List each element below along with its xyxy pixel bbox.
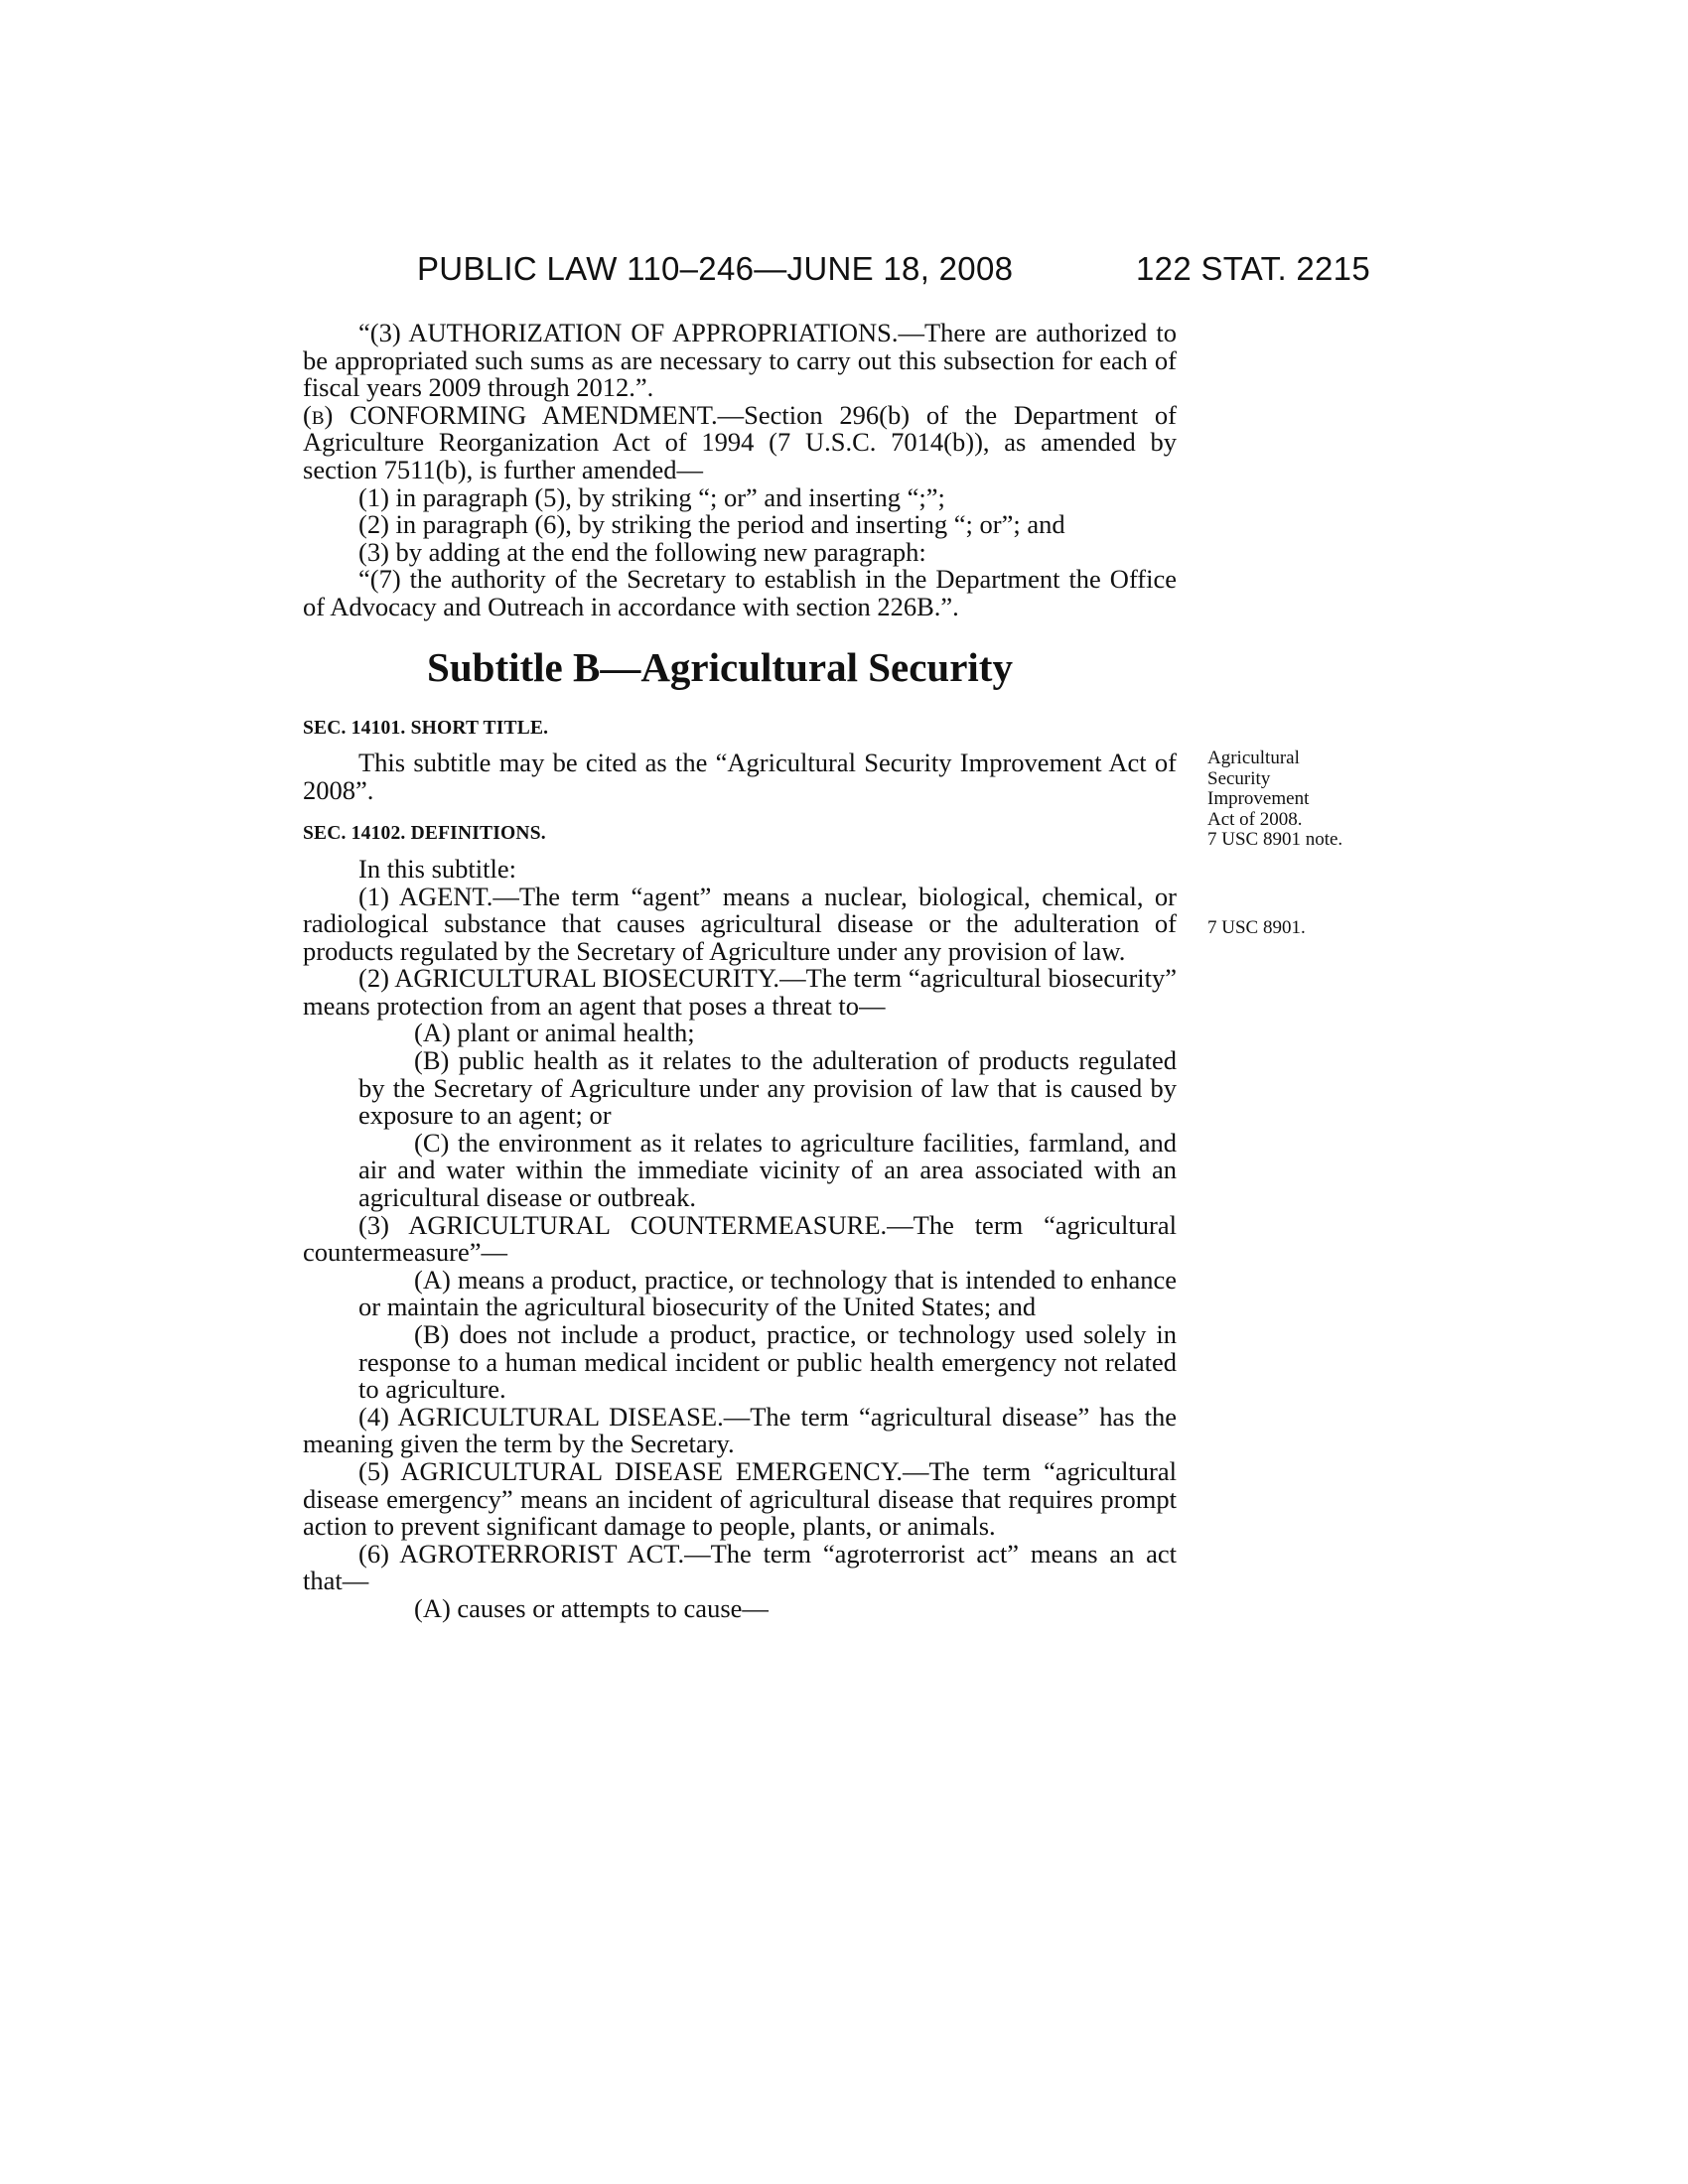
definition-agroterrorist-act-a: (A) causes or attempts to cause— xyxy=(414,1592,769,1623)
definition-countermeasure xyxy=(303,1209,1177,1268)
header-stat-page: 122 STAT. 2215 xyxy=(1136,250,1370,287)
definition-agroterrorist-act-label: (6) AGROTERRORIST ACT. xyxy=(358,1538,685,1569)
margin-note-line: Security xyxy=(1207,767,1271,789)
definition-disease-label: (4) AGRICULTURAL DISEASE. xyxy=(358,1401,724,1432)
definitions-intro: In this subtitle: xyxy=(358,853,516,884)
definition-agent-label: (1) AGENT. xyxy=(358,881,493,911)
definition-disease-emergency xyxy=(303,1455,1177,1542)
margin-note-definitions: 7 USC 8901. xyxy=(1207,917,1306,938)
margin-note-short-title xyxy=(1207,749,1426,851)
definition-countermeasure-b: (B) does not include a product, practice, or technology used solely in response to a human medical incident or public health emergency not related to agriculture. xyxy=(358,1319,1177,1405)
margin-note-line: Act of 2008. xyxy=(1207,808,1303,830)
amendment-item-3: (3) by adding at the end the following new paragraph: xyxy=(358,536,926,567)
definition-biosecurity-c: (C) the environment as it relates to agriculture facilities, farmland, and air and water within the immediate vicinity of an area associated with an agricultural disease or outbreak. xyxy=(358,1127,1177,1213)
definition-disease-text: —The term “agricultural disease” has the meaning given the term by the Secretary. xyxy=(303,1401,1177,1459)
definition-biosecurity-label: (2) AGRICULTURAL BIOSECURITY. xyxy=(358,963,780,994)
margin-note-line: Improvement xyxy=(1207,788,1310,809)
conforming-amendment-text: —Section 296(b) of the Department of Agriculture Reorganization Act of 1994 (7 U.S.C. 7014(b)), as amended by section 7511(b), is further amended— xyxy=(303,399,1178,484)
definition-agent xyxy=(303,881,1177,966)
definition-countermeasure-label: (3) AGRICULTURAL COUNTERMEASURE. xyxy=(358,1209,888,1240)
margin-note-line: Agricultural xyxy=(1207,748,1300,768)
authorization-text: —There are authorized to be appropriated such sums as are necessary to carry out this subsection for each of fiscal years 2009 through 2012.”. xyxy=(303,318,1177,403)
body-column xyxy=(303,320,1177,1623)
running-head xyxy=(417,250,1370,290)
amendment-item-1: (1) in paragraph (5), by striking “; or” and inserting “;”; xyxy=(358,481,945,512)
definition-disease-emergency-label: (5) AGRICULTURAL DISEASE EMERGENCY. xyxy=(358,1455,903,1486)
authorization-paragraph xyxy=(303,320,1177,402)
definition-biosecurity-b: (B) public health as it relates to the adulteration of products regulated by the Secretary of Agriculture under any provision of law that is caused by exposure to an agent; or xyxy=(358,1045,1177,1131)
definition-disease-emergency-text: —The term “agricultural disease emergency” means an incident of agricultural disease that requires prompt action to prevent significant damage to people, plants, or animals. xyxy=(303,1455,1177,1542)
definition-biosecurity-text: —The term “agricultural biosecurity” means protection from an agent that poses a threat to— xyxy=(303,963,1178,1021)
definition-disease xyxy=(303,1401,1177,1459)
margin-note-line: 7 USC 8901 note. xyxy=(1207,829,1343,850)
definition-biosecurity xyxy=(303,965,1177,1020)
definition-countermeasure-text: —The term “agricultural countermeasure”— xyxy=(303,1209,1177,1268)
definition-agroterrorist-act-text: —The term “agroterrorist act” means an act that— xyxy=(303,1538,1177,1596)
definition-agroterrorist-act xyxy=(303,1538,1177,1596)
definition-biosecurity-a: (A) plant or animal health; xyxy=(414,1018,695,1048)
definition-agent-text: —The term “agent” means a nuclear, biological, chemical, or radiological substance that causes agricultural disease or the adulteration of products regulated by the Secretary of Agriculture under any provision of law. xyxy=(303,881,1177,966)
subtitle-heading: Subtitle B—Agricultural Security xyxy=(427,643,1013,690)
header-law-date: PUBLIC LAW 110–246—JUNE 18, 2008 xyxy=(417,250,1014,287)
section-14102-heading: SEC. 14102. DEFINITIONS. xyxy=(303,823,546,845)
amendment-item-2: (2) in paragraph (6), by striking the period and inserting “; or”; and xyxy=(358,509,1065,540)
authorization-label: “(3) AUTHORIZATION OF APPROPRIATIONS. xyxy=(358,318,899,347)
amendment-item-3-quote: “(7) the authority of the Secretary to establish in the Department the Office of Advocacy and Outreach in accordance with section 226B.”. xyxy=(303,564,1177,621)
conforming-amendment-paragraph xyxy=(303,399,1178,484)
section-14101-text: This subtitle may be cited as the “Agricultural Security Improvement Act of 2008”. xyxy=(303,748,1177,805)
section-14101-heading: SEC. 14101. SHORT TITLE. xyxy=(303,717,549,739)
definition-countermeasure-a: (A) means a product, practice, or technology that is intended to enhance or maintain the agricultural biosecurity of the United States; and xyxy=(358,1264,1177,1322)
conforming-amendment-label: (b) CONFORMING AMENDMENT. xyxy=(303,399,718,430)
